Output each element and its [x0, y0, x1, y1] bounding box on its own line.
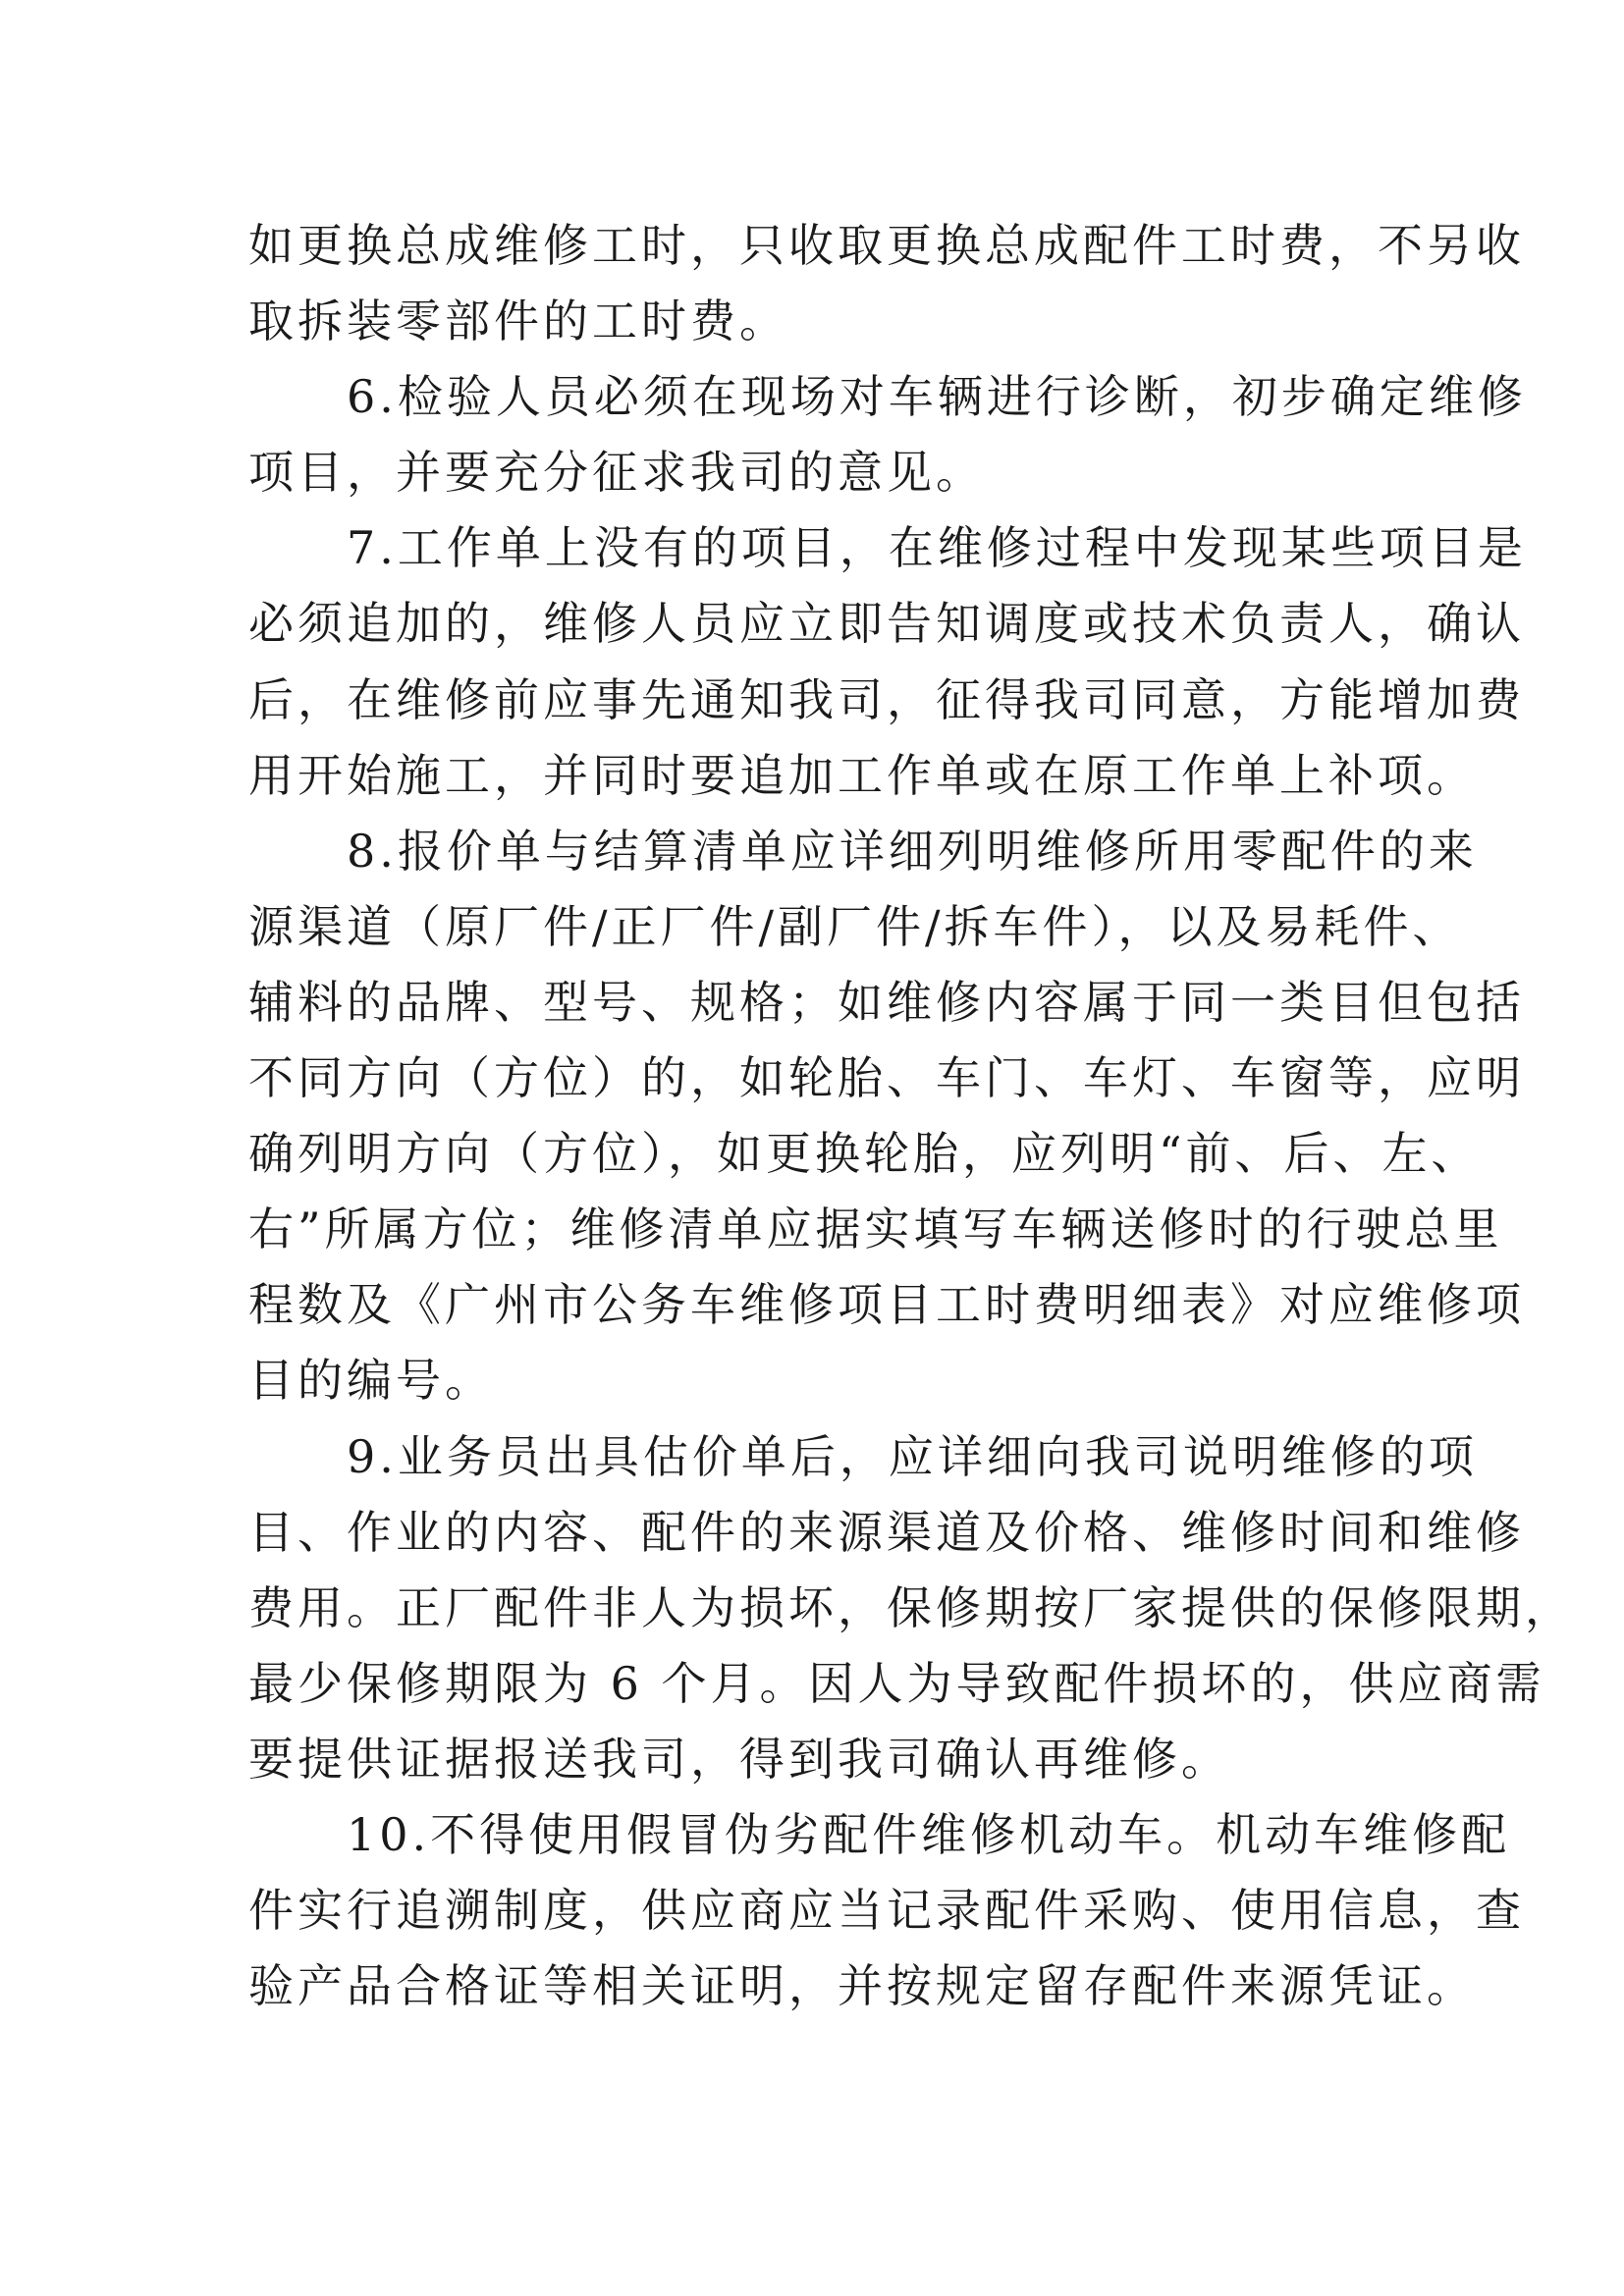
text-line: 不同方向（方位）的，如轮胎、车门、车灯、车窗等，应明	[248, 1051, 1525, 1105]
text-line: 要提供证据报送我司，得到我司确认再维修。	[248, 1732, 1230, 1786]
text-line: 取拆装零部件的工时费。	[248, 294, 788, 348]
text-line: 最少保修期限为 6 个月。因人为导致配件损坏的，供应商需	[248, 1656, 1545, 1710]
text-line: 用开始施工，并同时要追加工作单或在原工作单上补项。	[248, 748, 1476, 802]
text-line: 验产品合格证等相关证明，并按规定留存配件来源凭证。	[248, 1959, 1476, 2013]
body-text	[248, 208, 1574, 2024]
paragraph-7	[248, 510, 1527, 813]
text-line: 目、作业的内容、配件的来源渠道及价格、维修时间和维修	[248, 1505, 1525, 1559]
paragraph-10	[248, 1797, 1525, 2024]
paragraph-9	[248, 1419, 1574, 1797]
text-line: 程数及《广州市公务车维修项目工时费明细表》对应维修项	[248, 1278, 1525, 1332]
text-line: 如更换总成维修工时，只收取更换总成配件工时费，不另收	[248, 219, 1525, 272]
paragraph-6	[248, 359, 1527, 510]
text-line: 源渠道（原厂件/正厂件/副厂件/拆车件），以及易耗件、	[248, 899, 1462, 953]
text-line: 8.报价单与结算清单应详细列明维修所用零配件的来	[248, 824, 1478, 878]
text-line: 目的编号。	[248, 1354, 494, 1408]
text-line: 费用。正厂配件非人为损坏，保修期按厂家提供的保修限期，	[248, 1580, 1574, 1634]
text-line: 件实行追溯制度，供应商应当记录配件采购、使用信息，查	[248, 1884, 1525, 1938]
text-line: 7.工作单上没有的项目，在维修过程中发现某些项目是	[248, 521, 1527, 575]
text-line: 6.检验人员必须在现场对车辆进行诊断，初步确定维修	[248, 370, 1527, 424]
text-line: 10.不得使用假冒伪劣配件维修机动车。机动车维修配	[248, 1807, 1511, 1861]
text-line: 项目，并要充分征求我司的意见。	[248, 446, 985, 500]
text-line: 确列明方向（方位），如更换轮胎，应列明“前、后、左、	[248, 1127, 1481, 1181]
paragraph-8	[248, 814, 1525, 1419]
text-line: 9.业务员出具估价单后，应详细向我司说明维修的项	[248, 1429, 1478, 1483]
paragraph-5-continuation	[248, 208, 1525, 359]
text-line: 右”所属方位；维修清单应据实填写车辆送修时的行驶总里	[248, 1202, 1503, 1256]
text-line: 辅料的品牌、型号、规格；如维修内容属于同一类目但包括	[248, 975, 1525, 1029]
text-line: 必须追加的，维修人员应立即告知调度或技术负责人，确认	[248, 597, 1525, 651]
text-line: 后，在维修前应事先通知我司，征得我司同意，方能增加费	[248, 672, 1525, 726]
